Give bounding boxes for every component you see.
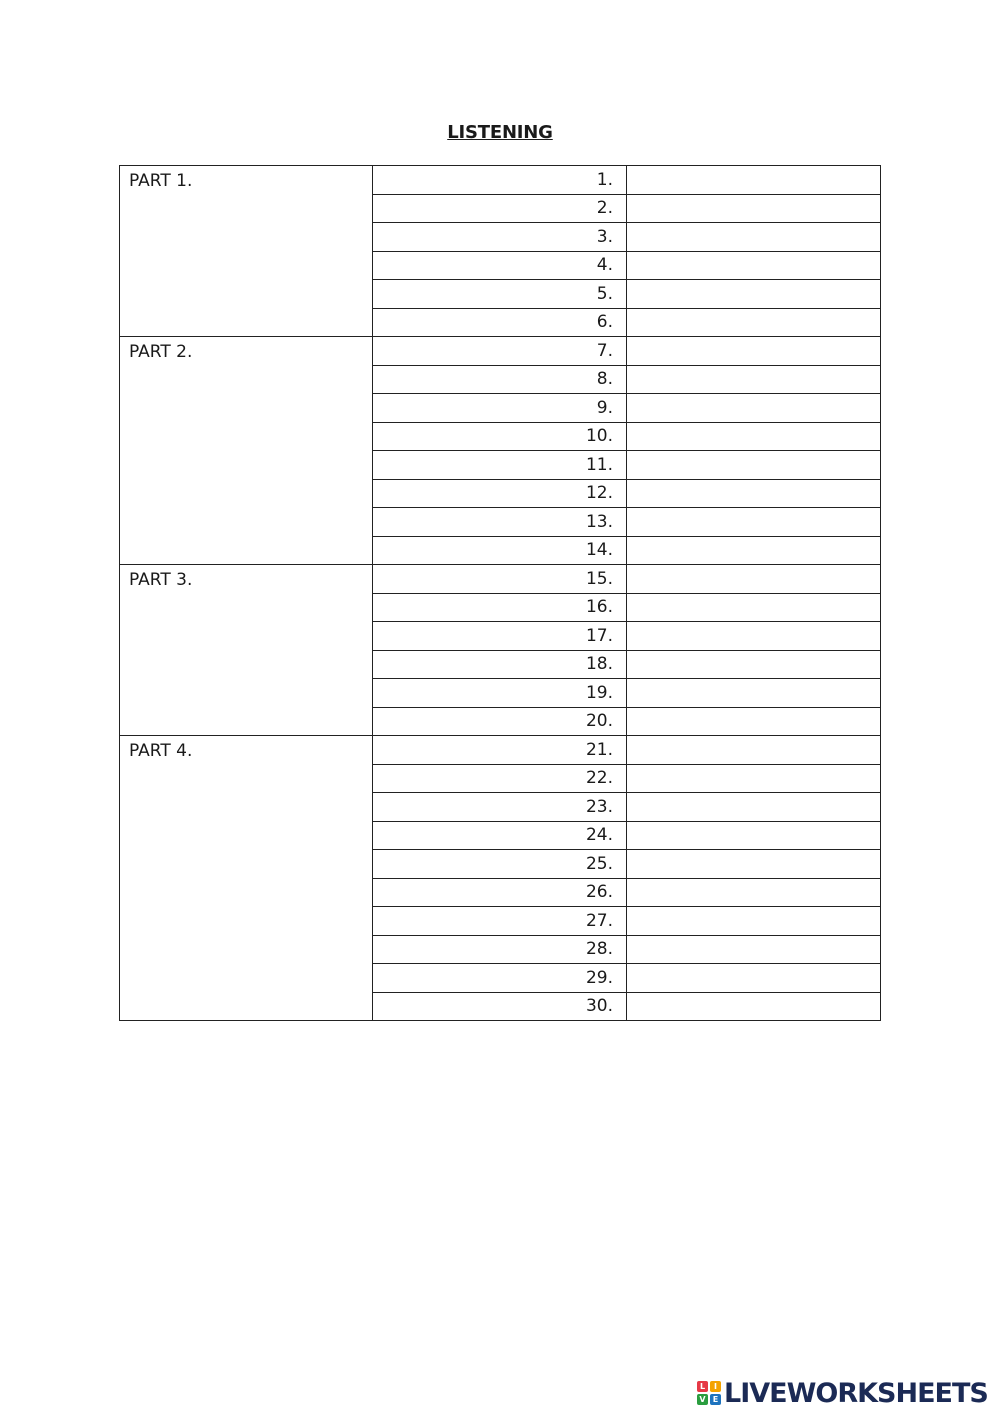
question-number: 11. xyxy=(373,451,627,480)
answer-field[interactable] xyxy=(627,337,881,366)
logo-icon-v: V xyxy=(697,1394,708,1405)
question-number: 14. xyxy=(373,536,627,565)
question-number: 26. xyxy=(373,878,627,907)
answer-field[interactable] xyxy=(627,907,881,936)
answer-field[interactable] xyxy=(627,280,881,309)
question-number: 12. xyxy=(373,479,627,508)
answer-field[interactable] xyxy=(627,679,881,708)
answer-field[interactable] xyxy=(627,394,881,423)
part-label: PART 4. xyxy=(120,736,373,1021)
question-number: 1. xyxy=(373,166,627,195)
table-row xyxy=(120,565,881,594)
page-title: LISTENING xyxy=(447,122,553,143)
logo-text: LIVEWORKSHEETS xyxy=(724,1377,988,1409)
question-number: 23. xyxy=(373,793,627,822)
part-label: PART 1. xyxy=(120,166,373,337)
question-number: 4. xyxy=(373,251,627,280)
answer-field[interactable] xyxy=(627,365,881,394)
answer-field[interactable] xyxy=(627,565,881,594)
question-number: 30. xyxy=(373,992,627,1021)
question-number: 27. xyxy=(373,907,627,936)
answer-field[interactable] xyxy=(627,451,881,480)
table-row xyxy=(120,736,881,765)
part-label: PART 2. xyxy=(120,337,373,565)
question-number: 8. xyxy=(373,365,627,394)
answer-field[interactable] xyxy=(627,964,881,993)
answer-field[interactable] xyxy=(627,308,881,337)
answer-field[interactable] xyxy=(627,422,881,451)
logo-icon xyxy=(697,1381,721,1405)
question-number: 3. xyxy=(373,223,627,252)
question-number: 6. xyxy=(373,308,627,337)
question-number: 17. xyxy=(373,622,627,651)
question-number: 7. xyxy=(373,337,627,366)
question-number: 2. xyxy=(373,194,627,223)
answer-field[interactable] xyxy=(627,508,881,537)
table-row xyxy=(120,337,881,366)
answer-field[interactable] xyxy=(627,707,881,736)
liveworksheets-logo xyxy=(697,1378,988,1408)
answer-field[interactable] xyxy=(627,251,881,280)
answer-field[interactable] xyxy=(627,878,881,907)
question-number: 20. xyxy=(373,707,627,736)
answer-field[interactable] xyxy=(627,479,881,508)
question-number: 21. xyxy=(373,736,627,765)
question-number: 5. xyxy=(373,280,627,309)
logo-icon-i: I xyxy=(710,1381,721,1392)
question-number: 10. xyxy=(373,422,627,451)
answer-field[interactable] xyxy=(627,650,881,679)
answer-field[interactable] xyxy=(627,736,881,765)
answer-field[interactable] xyxy=(627,223,881,252)
answer-field[interactable] xyxy=(627,850,881,879)
question-number: 25. xyxy=(373,850,627,879)
question-number: 22. xyxy=(373,764,627,793)
answer-field[interactable] xyxy=(627,622,881,651)
question-number: 13. xyxy=(373,508,627,537)
answer-field[interactable] xyxy=(627,821,881,850)
logo-icon-e: E xyxy=(710,1394,721,1405)
answer-field[interactable] xyxy=(627,536,881,565)
answer-field[interactable] xyxy=(627,166,881,195)
question-number: 18. xyxy=(373,650,627,679)
question-number: 29. xyxy=(373,964,627,993)
answer-field[interactable] xyxy=(627,793,881,822)
answer-field[interactable] xyxy=(627,992,881,1021)
question-number: 16. xyxy=(373,593,627,622)
part-label: PART 3. xyxy=(120,565,373,736)
question-number: 15. xyxy=(373,565,627,594)
question-number: 9. xyxy=(373,394,627,423)
table-row xyxy=(120,166,881,195)
question-number: 19. xyxy=(373,679,627,708)
answer-table xyxy=(119,165,881,1021)
answer-field[interactable] xyxy=(627,194,881,223)
answer-field[interactable] xyxy=(627,764,881,793)
answer-field[interactable] xyxy=(627,593,881,622)
question-number: 24. xyxy=(373,821,627,850)
logo-icon-l: L xyxy=(697,1381,708,1392)
answer-field[interactable] xyxy=(627,935,881,964)
question-number: 28. xyxy=(373,935,627,964)
